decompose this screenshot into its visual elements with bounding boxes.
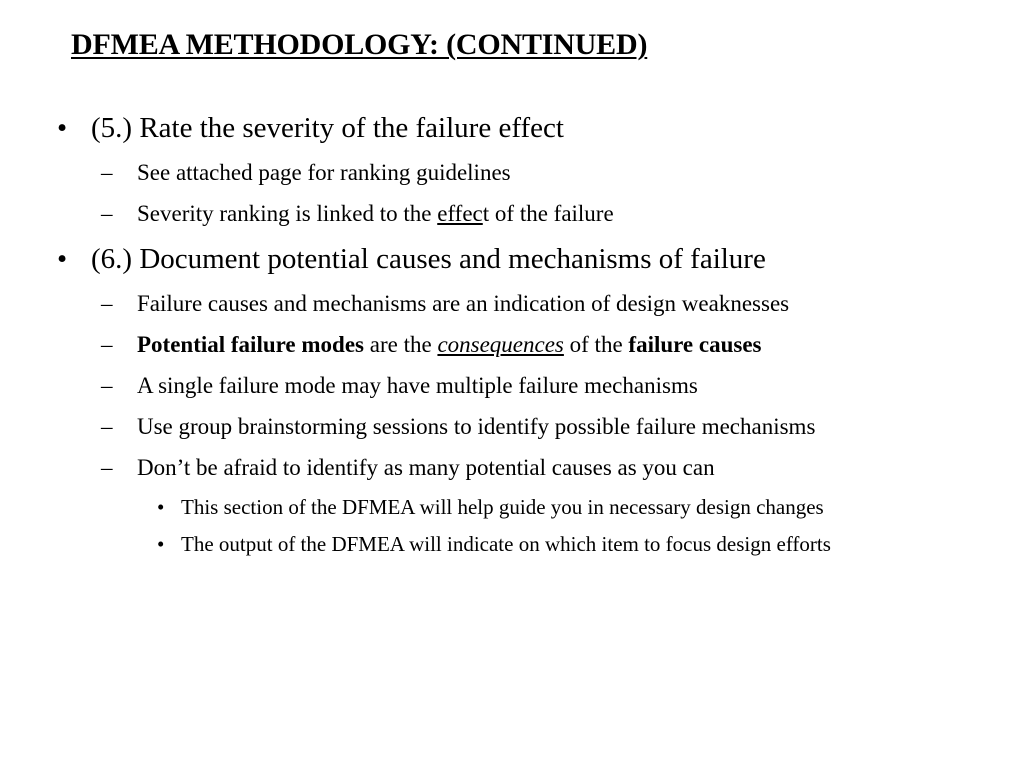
bullet-text: (6.) Document potential causes and mechanisms of failure [91,243,766,275]
emphasized-word: consequences [437,332,564,357]
sub-bullet-text-pre: Severity ranking is linked to the [137,201,438,226]
dash-marker: – [101,414,113,439]
dash-marker: – [101,201,113,226]
sub-bullet-text: Failure causes and mechanisms are an indication of design weaknesses [137,291,790,316]
bullet-item [57,243,766,276]
sub-bullet-item [101,201,614,227]
sub-sub-bullet-item [157,532,831,557]
slide-title: DFMEA METHODOLOGY: (CONTINUED) [71,28,648,61]
bullet-marker: • [157,532,165,556]
sub-bullet-text-post: t of the failure [482,201,614,226]
sub-sub-bullet-text: This section of the DFMEA will help guide you in necessary design changes [181,495,824,519]
bullet-marker: • [57,243,68,275]
sub-bullet-item [101,291,789,317]
sub-bullet-text: A single failure mode may have multiple failure mechanisms [137,373,698,398]
plain-text: of the [563,332,629,357]
bullet-marker: • [157,495,165,519]
bullet-item [57,112,564,145]
sub-sub-bullet-item [157,495,824,520]
dash-marker: – [101,455,113,480]
plain-text: are the [364,332,438,357]
bullet-marker: • [57,112,68,144]
dash-marker: – [101,291,113,316]
bullet-text: (5.) Rate the severity of the failure effect [91,112,564,144]
dash-marker: – [101,160,113,185]
sub-bullet-item [101,373,698,399]
sub-bullet-item [101,455,715,481]
sub-bullet-item [101,160,511,186]
sub-bullet-item [101,414,815,440]
sub-bullet-text: Use group brainstorming sessions to identify possible failure mechanisms [137,414,816,439]
sub-bullet-item [101,332,762,358]
sub-bullet-text: See attached page for ranking guidelines [137,160,511,185]
sub-sub-bullet-text: The output of the DFMEA will indicate on which item to focus design efforts [181,532,831,556]
dash-marker: – [101,373,113,398]
bold-phrase: failure causes [628,332,762,357]
underlined-word: effec [437,201,483,226]
dash-marker: – [101,332,113,357]
bold-phrase: Potential failure modes [137,332,364,357]
sub-bullet-text: Don’t be afraid to identify as many potential causes as you can [137,455,715,480]
